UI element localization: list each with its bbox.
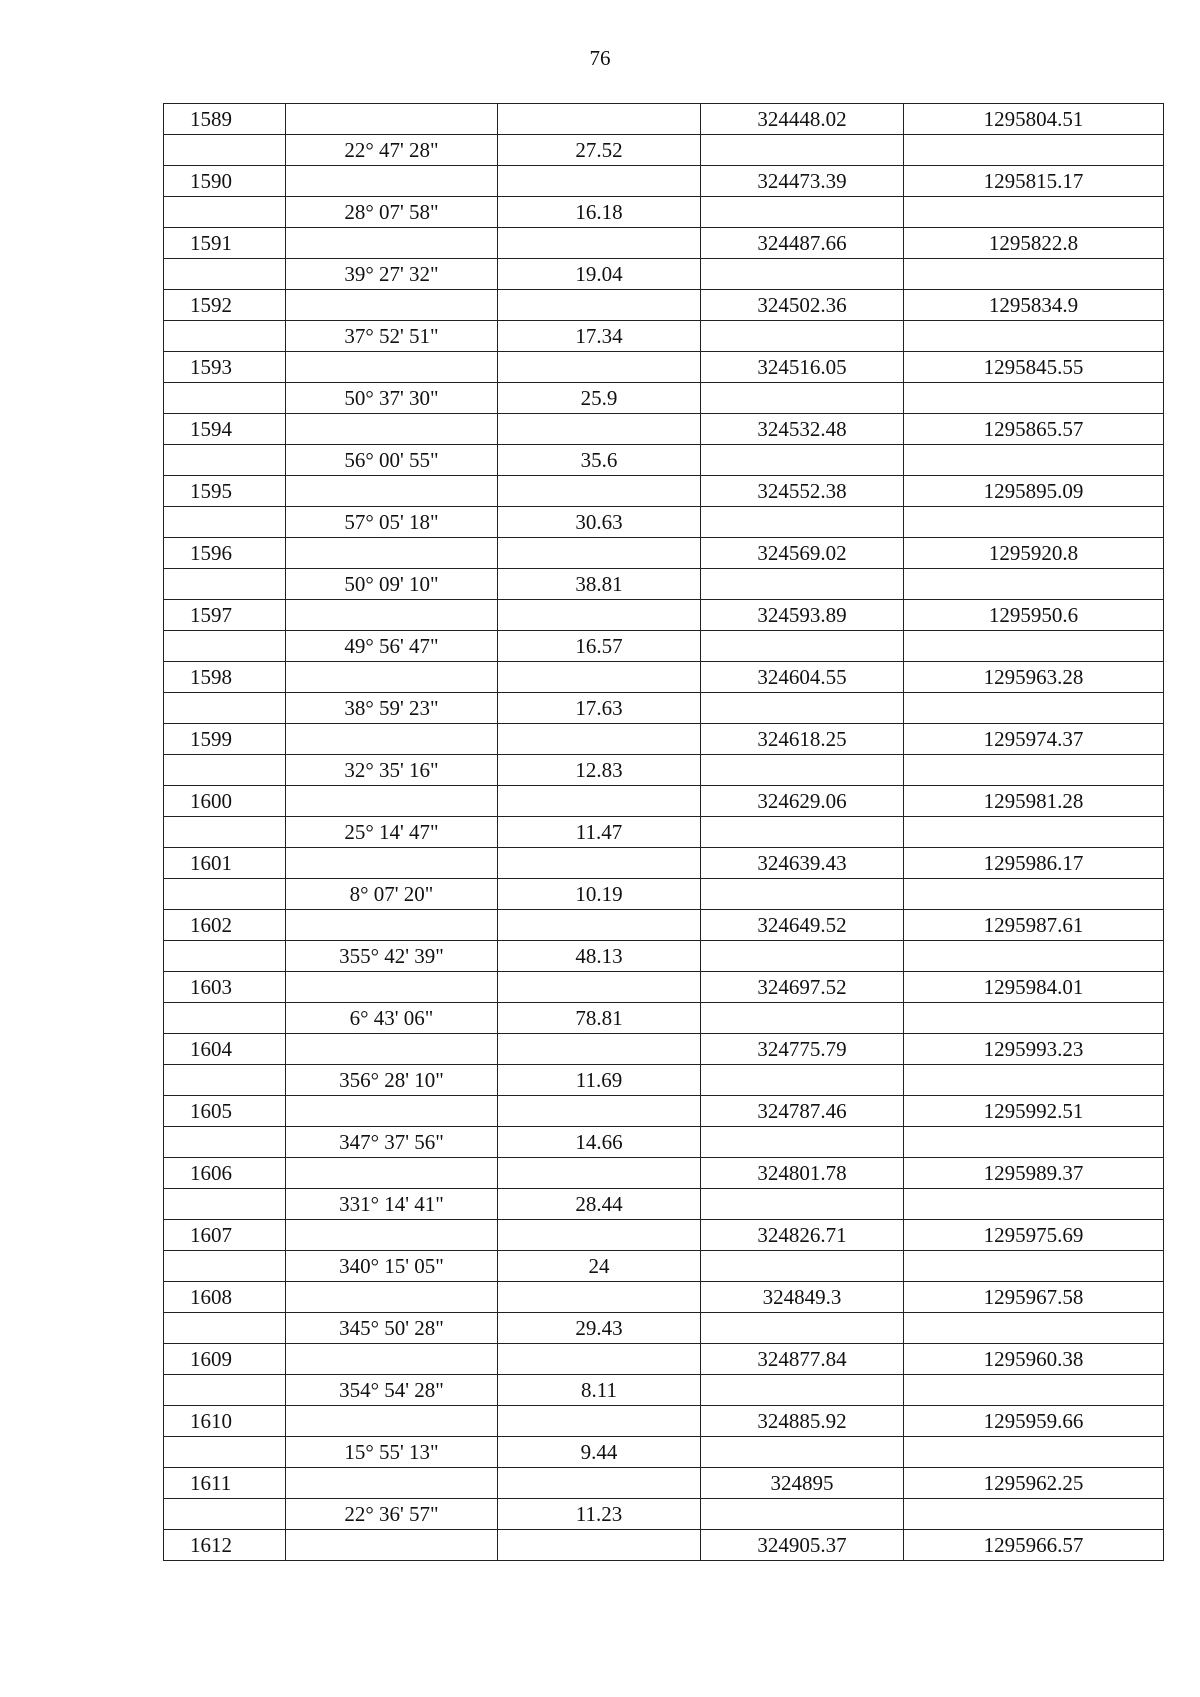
bearing-cell: 340° 15' 05": [286, 1251, 498, 1282]
northing-cell: [904, 1189, 1164, 1220]
bearing-cell: 347° 37' 56": [286, 1127, 498, 1158]
easting-cell: [701, 383, 904, 414]
table-row: [164, 507, 1164, 538]
easting-cell: 324787.46: [701, 1096, 904, 1127]
table-row: [164, 259, 1164, 290]
bearing-cell: [286, 228, 498, 259]
distance-cell: 30.63: [498, 507, 701, 538]
table-row: [164, 600, 1164, 631]
station-cell: [164, 941, 286, 972]
bearing-cell: [286, 1096, 498, 1127]
distance-cell: 11.47: [498, 817, 701, 848]
bearing-cell: [286, 972, 498, 1003]
easting-cell: [701, 1065, 904, 1096]
northing-cell: 1295975.69: [904, 1220, 1164, 1251]
easting-cell: 324473.39: [701, 166, 904, 197]
distance-cell: 10.19: [498, 879, 701, 910]
distance-cell: [498, 1344, 701, 1375]
northing-cell: 1295987.61: [904, 910, 1164, 941]
bearing-cell: [286, 1034, 498, 1065]
easting-cell: [701, 1375, 904, 1406]
northing-cell: [904, 693, 1164, 724]
easting-cell: 324877.84: [701, 1344, 904, 1375]
easting-cell: 324448.02: [701, 104, 904, 135]
northing-cell: [904, 1437, 1164, 1468]
bearing-cell: 37° 52' 51": [286, 321, 498, 352]
bearing-cell: 49° 56' 47": [286, 631, 498, 662]
easting-cell: [701, 1127, 904, 1158]
northing-cell: [904, 135, 1164, 166]
distance-cell: 29.43: [498, 1313, 701, 1344]
table-row: [164, 1282, 1164, 1313]
table-row: [164, 631, 1164, 662]
easting-cell: 324604.55: [701, 662, 904, 693]
distance-cell: [498, 1034, 701, 1065]
distance-cell: [498, 476, 701, 507]
station-cell: 1593: [164, 352, 286, 383]
northing-cell: 1295960.38: [904, 1344, 1164, 1375]
easting-cell: [701, 693, 904, 724]
table-row: [164, 383, 1164, 414]
distance-cell: [498, 538, 701, 569]
bearing-cell: [286, 910, 498, 941]
distance-cell: [498, 104, 701, 135]
bearing-cell: 345° 50' 28": [286, 1313, 498, 1344]
northing-cell: 1295804.51: [904, 104, 1164, 135]
station-cell: 1589: [164, 104, 286, 135]
easting-cell: 324629.06: [701, 786, 904, 817]
distance-cell: [498, 972, 701, 1003]
survey-coordinates-table: [163, 103, 1164, 1561]
northing-cell: 1295986.17: [904, 848, 1164, 879]
distance-cell: [498, 166, 701, 197]
northing-cell: [904, 321, 1164, 352]
station-cell: [164, 1313, 286, 1344]
distance-cell: 27.52: [498, 135, 701, 166]
distance-cell: [498, 848, 701, 879]
easting-cell: 324905.37: [701, 1530, 904, 1561]
northing-cell: 1295962.25: [904, 1468, 1164, 1499]
table-row: [164, 1375, 1164, 1406]
distance-cell: [498, 1220, 701, 1251]
bearing-cell: [286, 600, 498, 631]
bearing-cell: 38° 59' 23": [286, 693, 498, 724]
northing-cell: [904, 507, 1164, 538]
distance-cell: 14.66: [498, 1127, 701, 1158]
bearing-cell: 356° 28' 10": [286, 1065, 498, 1096]
bearing-cell: 50° 37' 30": [286, 383, 498, 414]
station-cell: [164, 1065, 286, 1096]
station-cell: 1603: [164, 972, 286, 1003]
distance-cell: [498, 414, 701, 445]
easting-cell: [701, 445, 904, 476]
distance-cell: [498, 1158, 701, 1189]
station-cell: 1611: [164, 1468, 286, 1499]
bearing-cell: [286, 290, 498, 321]
station-cell: [164, 1499, 286, 1530]
bearing-cell: [286, 1282, 498, 1313]
distance-cell: [498, 1282, 701, 1313]
table-row: [164, 910, 1164, 941]
easting-cell: 324801.78: [701, 1158, 904, 1189]
table-row: [164, 1127, 1164, 1158]
easting-cell: 324532.48: [701, 414, 904, 445]
northing-cell: 1295950.6: [904, 600, 1164, 631]
easting-cell: [701, 259, 904, 290]
station-cell: [164, 817, 286, 848]
table-row: [164, 755, 1164, 786]
easting-cell: [701, 1189, 904, 1220]
table-row: [164, 941, 1164, 972]
bearing-cell: [286, 414, 498, 445]
easting-cell: [701, 569, 904, 600]
bearing-cell: [286, 662, 498, 693]
station-cell: 1610: [164, 1406, 286, 1437]
northing-cell: 1295920.8: [904, 538, 1164, 569]
easting-cell: [701, 879, 904, 910]
bearing-cell: 6° 43' 06": [286, 1003, 498, 1034]
distance-cell: 12.83: [498, 755, 701, 786]
distance-cell: [498, 600, 701, 631]
distance-cell: 25.9: [498, 383, 701, 414]
station-cell: 1608: [164, 1282, 286, 1313]
easting-cell: [701, 755, 904, 786]
survey-table-body: [164, 104, 1164, 1561]
distance-cell: [498, 724, 701, 755]
station-cell: 1600: [164, 786, 286, 817]
station-cell: [164, 1251, 286, 1282]
table-row: [164, 290, 1164, 321]
northing-cell: [904, 569, 1164, 600]
distance-cell: 48.13: [498, 941, 701, 972]
station-cell: [164, 1375, 286, 1406]
table-row: [164, 1344, 1164, 1375]
table-row: [164, 1034, 1164, 1065]
bearing-cell: 355° 42' 39": [286, 941, 498, 972]
bearing-cell: [286, 848, 498, 879]
station-cell: 1591: [164, 228, 286, 259]
station-cell: [164, 1003, 286, 1034]
northing-cell: [904, 1499, 1164, 1530]
distance-cell: 9.44: [498, 1437, 701, 1468]
easting-cell: [701, 1251, 904, 1282]
northing-cell: [904, 1003, 1164, 1034]
table-row: [164, 1189, 1164, 1220]
easting-cell: 324487.66: [701, 228, 904, 259]
station-cell: 1612: [164, 1530, 286, 1561]
bearing-cell: 8° 07' 20": [286, 879, 498, 910]
bearing-cell: 57° 05' 18": [286, 507, 498, 538]
station-cell: [164, 1127, 286, 1158]
northing-cell: [904, 197, 1164, 228]
distance-cell: 8.11: [498, 1375, 701, 1406]
bearing-cell: [286, 1344, 498, 1375]
northing-cell: [904, 1065, 1164, 1096]
northing-cell: [904, 259, 1164, 290]
table-row: [164, 476, 1164, 507]
page-number: 76: [589, 46, 611, 70]
station-cell: 1606: [164, 1158, 286, 1189]
northing-cell: 1295993.23: [904, 1034, 1164, 1065]
distance-cell: [498, 1096, 701, 1127]
easting-cell: [701, 1437, 904, 1468]
northing-cell: 1295992.51: [904, 1096, 1164, 1127]
easting-cell: [701, 507, 904, 538]
station-cell: [164, 197, 286, 228]
easting-cell: 324569.02: [701, 538, 904, 569]
easting-cell: [701, 817, 904, 848]
table-row: [164, 414, 1164, 445]
table-row: [164, 1406, 1164, 1437]
bearing-cell: 56° 00' 55": [286, 445, 498, 476]
station-cell: 1597: [164, 600, 286, 631]
table-row: [164, 538, 1164, 569]
easting-cell: 324697.52: [701, 972, 904, 1003]
distance-cell: 11.69: [498, 1065, 701, 1096]
table-row: [164, 1499, 1164, 1530]
table-row: [164, 197, 1164, 228]
station-cell: 1599: [164, 724, 286, 755]
bearing-cell: 331° 14' 41": [286, 1189, 498, 1220]
northing-cell: 1295895.09: [904, 476, 1164, 507]
table-row: [164, 879, 1164, 910]
easting-cell: [701, 1499, 904, 1530]
bearing-cell: [286, 1406, 498, 1437]
table-row: [164, 1530, 1164, 1561]
northing-cell: [904, 879, 1164, 910]
easting-cell: 324516.05: [701, 352, 904, 383]
northing-cell: 1295834.9: [904, 290, 1164, 321]
table-row: [164, 1158, 1164, 1189]
northing-cell: 1295984.01: [904, 972, 1164, 1003]
station-cell: 1598: [164, 662, 286, 693]
table-row: [164, 1003, 1164, 1034]
station-cell: 1607: [164, 1220, 286, 1251]
easting-cell: 324618.25: [701, 724, 904, 755]
station-cell: 1605: [164, 1096, 286, 1127]
table-row: [164, 228, 1164, 259]
station-cell: 1609: [164, 1344, 286, 1375]
distance-cell: [498, 910, 701, 941]
table-row: [164, 724, 1164, 755]
bearing-cell: [286, 1468, 498, 1499]
station-cell: 1594: [164, 414, 286, 445]
northing-cell: 1295959.66: [904, 1406, 1164, 1437]
distance-cell: 28.44: [498, 1189, 701, 1220]
northing-cell: 1295989.37: [904, 1158, 1164, 1189]
distance-cell: [498, 662, 701, 693]
station-cell: 1596: [164, 538, 286, 569]
table-row: [164, 817, 1164, 848]
easting-cell: 324502.36: [701, 290, 904, 321]
bearing-cell: [286, 1220, 498, 1251]
northing-cell: [904, 1313, 1164, 1344]
table-row: [164, 1468, 1164, 1499]
distance-cell: 17.63: [498, 693, 701, 724]
station-cell: [164, 693, 286, 724]
bearing-cell: 25° 14' 47": [286, 817, 498, 848]
table-row: [164, 972, 1164, 1003]
table-row: [164, 1313, 1164, 1344]
station-cell: 1590: [164, 166, 286, 197]
table-row: [164, 321, 1164, 352]
easting-cell: 324775.79: [701, 1034, 904, 1065]
table-row: [164, 445, 1164, 476]
table-row: [164, 104, 1164, 135]
bearing-cell: [286, 538, 498, 569]
table-row: [164, 569, 1164, 600]
station-cell: 1595: [164, 476, 286, 507]
northing-cell: 1295963.28: [904, 662, 1164, 693]
bearing-cell: 39° 27' 32": [286, 259, 498, 290]
distance-cell: 16.18: [498, 197, 701, 228]
bearing-cell: [286, 104, 498, 135]
station-cell: [164, 755, 286, 786]
station-cell: [164, 879, 286, 910]
distance-cell: [498, 352, 701, 383]
northing-cell: [904, 1251, 1164, 1282]
easting-cell: 324885.92: [701, 1406, 904, 1437]
table-row: [164, 662, 1164, 693]
easting-cell: 324895: [701, 1468, 904, 1499]
distance-cell: [498, 228, 701, 259]
bearing-cell: 15° 55' 13": [286, 1437, 498, 1468]
bearing-cell: [286, 786, 498, 817]
distance-cell: 16.57: [498, 631, 701, 662]
distance-cell: [498, 786, 701, 817]
northing-cell: 1295981.28: [904, 786, 1164, 817]
table-row: [164, 1220, 1164, 1251]
station-cell: [164, 135, 286, 166]
table-row: [164, 352, 1164, 383]
station-cell: [164, 569, 286, 600]
distance-cell: [498, 290, 701, 321]
easting-cell: 324639.43: [701, 848, 904, 879]
table-row: [164, 693, 1164, 724]
bearing-cell: 22° 36' 57": [286, 1499, 498, 1530]
distance-cell: [498, 1468, 701, 1499]
distance-cell: 38.81: [498, 569, 701, 600]
northing-cell: [904, 631, 1164, 662]
distance-cell: [498, 1406, 701, 1437]
bearing-cell: [286, 352, 498, 383]
distance-cell: 35.6: [498, 445, 701, 476]
northing-cell: [904, 1375, 1164, 1406]
table-row: [164, 1251, 1164, 1282]
easting-cell: 324826.71: [701, 1220, 904, 1251]
northing-cell: [904, 941, 1164, 972]
bearing-cell: [286, 476, 498, 507]
station-cell: [164, 445, 286, 476]
station-cell: 1601: [164, 848, 286, 879]
table-row: [164, 848, 1164, 879]
distance-cell: 17.34: [498, 321, 701, 352]
table-row: [164, 166, 1164, 197]
distance-cell: 11.23: [498, 1499, 701, 1530]
easting-cell: 324849.3: [701, 1282, 904, 1313]
distance-cell: 19.04: [498, 259, 701, 290]
bearing-cell: 32° 35' 16": [286, 755, 498, 786]
station-cell: [164, 321, 286, 352]
bearing-cell: [286, 1530, 498, 1561]
northing-cell: 1295865.57: [904, 414, 1164, 445]
easting-cell: [701, 1003, 904, 1034]
easting-cell: 324593.89: [701, 600, 904, 631]
easting-cell: [701, 941, 904, 972]
distance-cell: 24: [498, 1251, 701, 1282]
northing-cell: [904, 383, 1164, 414]
station-cell: 1604: [164, 1034, 286, 1065]
easting-cell: [701, 321, 904, 352]
northing-cell: 1295822.8: [904, 228, 1164, 259]
northing-cell: 1295974.37: [904, 724, 1164, 755]
table-row: [164, 1065, 1164, 1096]
northing-cell: [904, 755, 1164, 786]
bearing-cell: [286, 724, 498, 755]
easting-cell: [701, 135, 904, 166]
bearing-cell: 28° 07' 58": [286, 197, 498, 228]
easting-cell: 324649.52: [701, 910, 904, 941]
table-row: [164, 1437, 1164, 1468]
northing-cell: 1295815.17: [904, 166, 1164, 197]
station-cell: [164, 631, 286, 662]
easting-cell: [701, 631, 904, 662]
northing-cell: [904, 445, 1164, 476]
easting-cell: [701, 197, 904, 228]
easting-cell: [701, 1313, 904, 1344]
table-row: [164, 1096, 1164, 1127]
station-cell: 1592: [164, 290, 286, 321]
station-cell: [164, 383, 286, 414]
bearing-cell: [286, 166, 498, 197]
bearing-cell: 354° 54' 28": [286, 1375, 498, 1406]
northing-cell: [904, 1127, 1164, 1158]
northing-cell: 1295967.58: [904, 1282, 1164, 1313]
northing-cell: 1295845.55: [904, 352, 1164, 383]
distance-cell: 78.81: [498, 1003, 701, 1034]
table-row: [164, 786, 1164, 817]
bearing-cell: 50° 09' 10": [286, 569, 498, 600]
station-cell: 1602: [164, 910, 286, 941]
station-cell: [164, 1189, 286, 1220]
northing-cell: 1295966.57: [904, 1530, 1164, 1561]
bearing-cell: [286, 1158, 498, 1189]
easting-cell: 324552.38: [701, 476, 904, 507]
bearing-cell: 22° 47' 28": [286, 135, 498, 166]
station-cell: [164, 259, 286, 290]
station-cell: [164, 1437, 286, 1468]
station-cell: [164, 507, 286, 538]
table-row: [164, 135, 1164, 166]
distance-cell: [498, 1530, 701, 1561]
northing-cell: [904, 817, 1164, 848]
